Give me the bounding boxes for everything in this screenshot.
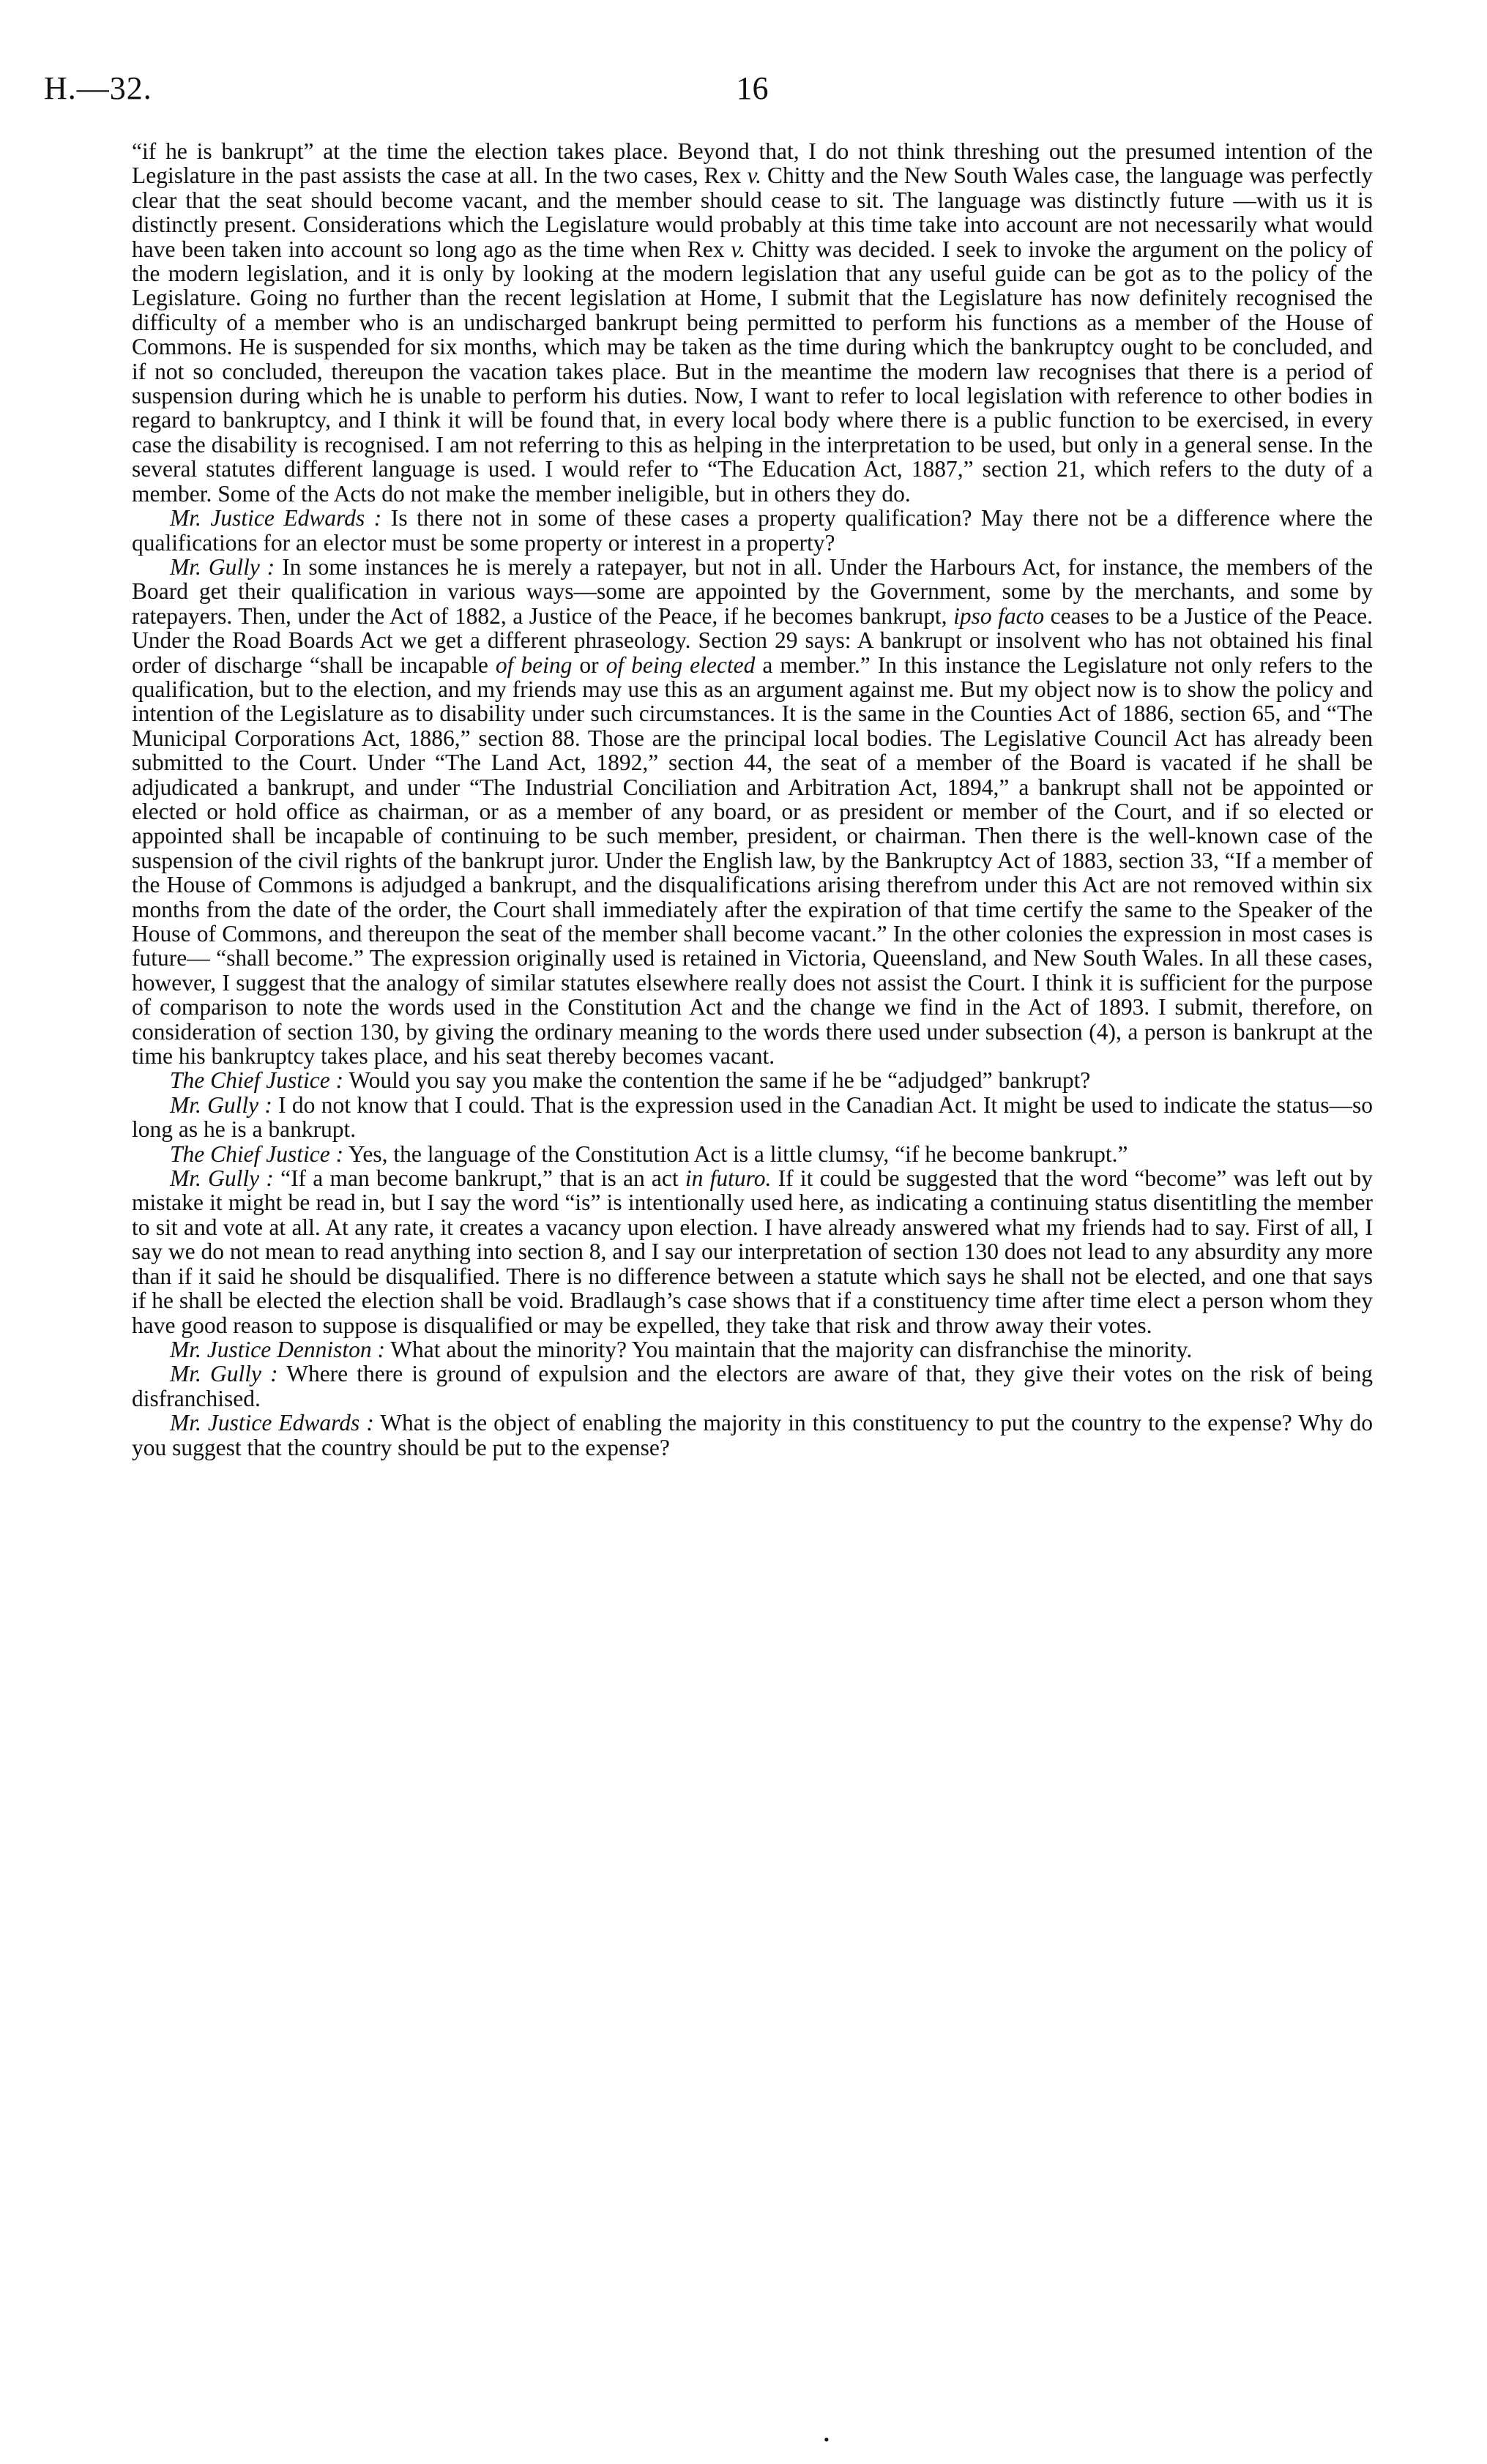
document-page xyxy=(44,70,1374,1460)
italic-text: v. xyxy=(747,163,761,189)
speaker-name: Mr. Gully : xyxy=(170,1091,272,1118)
speaker-name: Mr. Gully : xyxy=(170,1361,278,1387)
paragraph xyxy=(132,1093,1373,1142)
text-run: If it could be suggested that the word “become” was left out by mistake it might be read in, but I say the word “is” is intentionally used here, as indicating a continuing status disentitling the member to sit and vote at all. At any rate, it creates a vacancy upon election. I have already answered what my friends had to say. First of all, I say we do not mean to read anything into section 8, and I say our interpretation of section 130 does not lead to any absurdity any more than if it said he should be disqualified. There is no difference between a statute which says he shall not be elected, and one that says if he shall be elected the election shall be void. Bradlaugh’s case shows that if a constituency time after time elect a person whom they have good reason to suppose is disqualified or may be expelled, they take that risk and throw away their votes. xyxy=(132,1165,1373,1338)
paragraph xyxy=(132,555,1373,1069)
paragraph xyxy=(132,1411,1373,1460)
text-run: What about the minority? You maintain that the majority can disfranchise the minority. xyxy=(384,1336,1193,1362)
page-header xyxy=(44,70,1373,121)
text-run: a member.” In this instance the Legislature not only refers to the qualification, but to the election, and my friends may use this as an argument against me. But my object now is to show the policy and intention of the Legislature as to disability under such circumstances. It is the same in the Counties Act of 1886, section 65, and “The Municipal Corporations Act, 1886,” section 88. Those are the principal local bodies. The Legislative Council Act has already been submitted to the Court. Under “The Land Act, 1892,” section 44, the seat of a member of the Board is vacated if he shall be adjudicated a bankrupt, and under “The Industrial Conciliation and Arbitration Act, 1894,” a bankrupt shall not be appointed or elected or hold office as chairman, or as a member of any board, or as president or member of the Court, and if so elected or appointed shall be incapable of continuing to be such member, president, or chairman. Then there is the well-known case of the suspension of the civil rights of the bankrupt juror. Under the English law, by the Bankruptcy Act of 1883, section 33, “If a member of the House of Commons is adjudged a bankrupt, and the disqualifications arising therefrom under this Act are not removed within six months from the date of the order, the Court shall immediately after the expiration of that time certify the same to the Speaker of the House of Commons, and thereupon the seat of the member shall become vacant.” In the other colonies the expression in most cases is future— “shall become.” The expression originally used is retained in Victoria, Queensland, and New South Wales. In all these cases, however, I suggest that the analogy of similar statutes elsewhere really does not assist the Court. I think it is sufficient for the purpose of comparison to note the words used in the Constitution Act and the change we find in the Act of 1893. I submit, therefore, on consideration of section 130, by giving the ordinary meaning to the words there used under subsection (4), a person is bankrupt at the time his bankruptcy takes place, and his seat thereby becomes vacant. xyxy=(132,652,1373,1069)
text-run: Where there is ground of expulsion and the electors are aware of that, they give their votes on the risk of being disfranchised. xyxy=(132,1361,1373,1411)
speaker-name: Mr. Justice Denniston : xyxy=(170,1336,385,1362)
paragraph xyxy=(132,1068,1373,1092)
text-run: What is the object of enabling the majority in this constituency to put the country to the expense? Why do you suggest that the country should be put to the expense? xyxy=(132,1410,1373,1460)
speaker-name: Mr. Justice Edwards : xyxy=(170,1410,374,1436)
text-run: Chitty was decided. I seek to invoke the argument on the policy of the modern legislation, and it is only by looking at the modern legislation that any useful guide can be got as to the policy of the Legislature. Going no further than the recent legislation at Home, I submit that the Legislature has now definitely recognised the difficulty of a member who is an undischarged bankrupt being permitted to perform his functions as a member of the House of Commons. He is suspended for six months, which may be taken as the time during which the bankruptcy ought to be concluded, and if not so concluded, thereupon the vacation takes place. But in the meantime the modern law recognises that there is a period of suspension during which he is unable to perform his duties. Now, I want to refer to local legislation with reference to other bodies in regard to bankruptcy, and I think it will be found that, in every local body where there is a public function to be exercised, in every case the disability is recognised. I am not referring to this as helping in the interpretation to be used, but only in a general sense. In the several statutes different language is used. I would refer to “The Education Act, 1887,” section 21, which refers to the duty of a member. Some of the Acts do not make the member ineligible, but in others they do. xyxy=(132,236,1373,507)
paragraph xyxy=(132,1142,1373,1166)
italic-text: in futuro. xyxy=(685,1165,772,1192)
text-run: Would you say you make the contention the same if he be “adjudged” bankrupt? xyxy=(343,1067,1091,1094)
paragraph xyxy=(132,1337,1373,1362)
text-run: Is there not in some of these cases a property qualification? May there not be a difference where the qualifications for an elector must be some property or interest in a property? xyxy=(132,505,1373,556)
speaker-name: The Chief Justice : xyxy=(170,1140,344,1167)
footer-mark: • xyxy=(824,2430,830,2449)
text-run: In some instances he is merely a ratepayer, but not in all. Under the Harbours Act, for instance, the members of the Board get their qualification in various ways—some are appointed by the Government, some by the merchants, and some by ratepayers. Then, under the Act of 1882, a Justice of the Peace, if he becomes bankrupt, xyxy=(132,553,1374,629)
paragraph xyxy=(132,139,1373,506)
body-text xyxy=(132,139,1373,1460)
text-run: Chitty and the New South Wales case, the language was perfectly clear that the seat should become vacant, and the member should cease to sit. The language was distinctly future —with us it is distinctly present. Considerations which the Legislature would probably at this time take into account are not necessarily what would have been taken into account so long ago as the time when Rex xyxy=(132,163,1374,262)
italic-text: of being xyxy=(495,652,573,678)
text-run: “if he is bankrupt” at the time the election takes place. Beyond that, I do not think threshing out the presumed intention of the Legislature in the past assists the case at all. In the two cases, Rex xyxy=(132,138,1373,189)
speaker-name: Mr. Justice Edwards : xyxy=(170,505,382,531)
document-id: H.—32. xyxy=(44,70,152,106)
text-run: or xyxy=(572,652,606,678)
paragraph xyxy=(132,1362,1373,1411)
speaker-name: Mr. Gully : xyxy=(170,1165,274,1192)
text-run: I do not know that I could. That is the expression used in the Canadian Act. It might be used to indicate the status—so long as he is a bankrupt. xyxy=(132,1091,1374,1143)
speaker-name: The Chief Justice : xyxy=(170,1067,344,1094)
italic-text: ipso facto xyxy=(953,602,1045,629)
text-run: ceases to be a Justice of the Peace. Under the Road Boards Act we get a different phraseology. Section 29 says: A bankrupt or insolvent who has not obtained his final order of discharge “shall be incapable xyxy=(132,602,1374,678)
paragraph xyxy=(132,506,1373,555)
text-run: “If a man become bankrupt,” that is an act xyxy=(273,1165,685,1192)
page-number: 16 xyxy=(736,70,769,106)
italic-text: of being elected xyxy=(605,652,756,678)
speaker-name: Mr. Gully : xyxy=(170,553,275,580)
paragraph xyxy=(132,1166,1373,1337)
text-run: Yes, the language of the Constitution Act is a little clumsy, “if he become bankrupt.” xyxy=(343,1140,1128,1167)
italic-text: v. xyxy=(731,236,745,262)
